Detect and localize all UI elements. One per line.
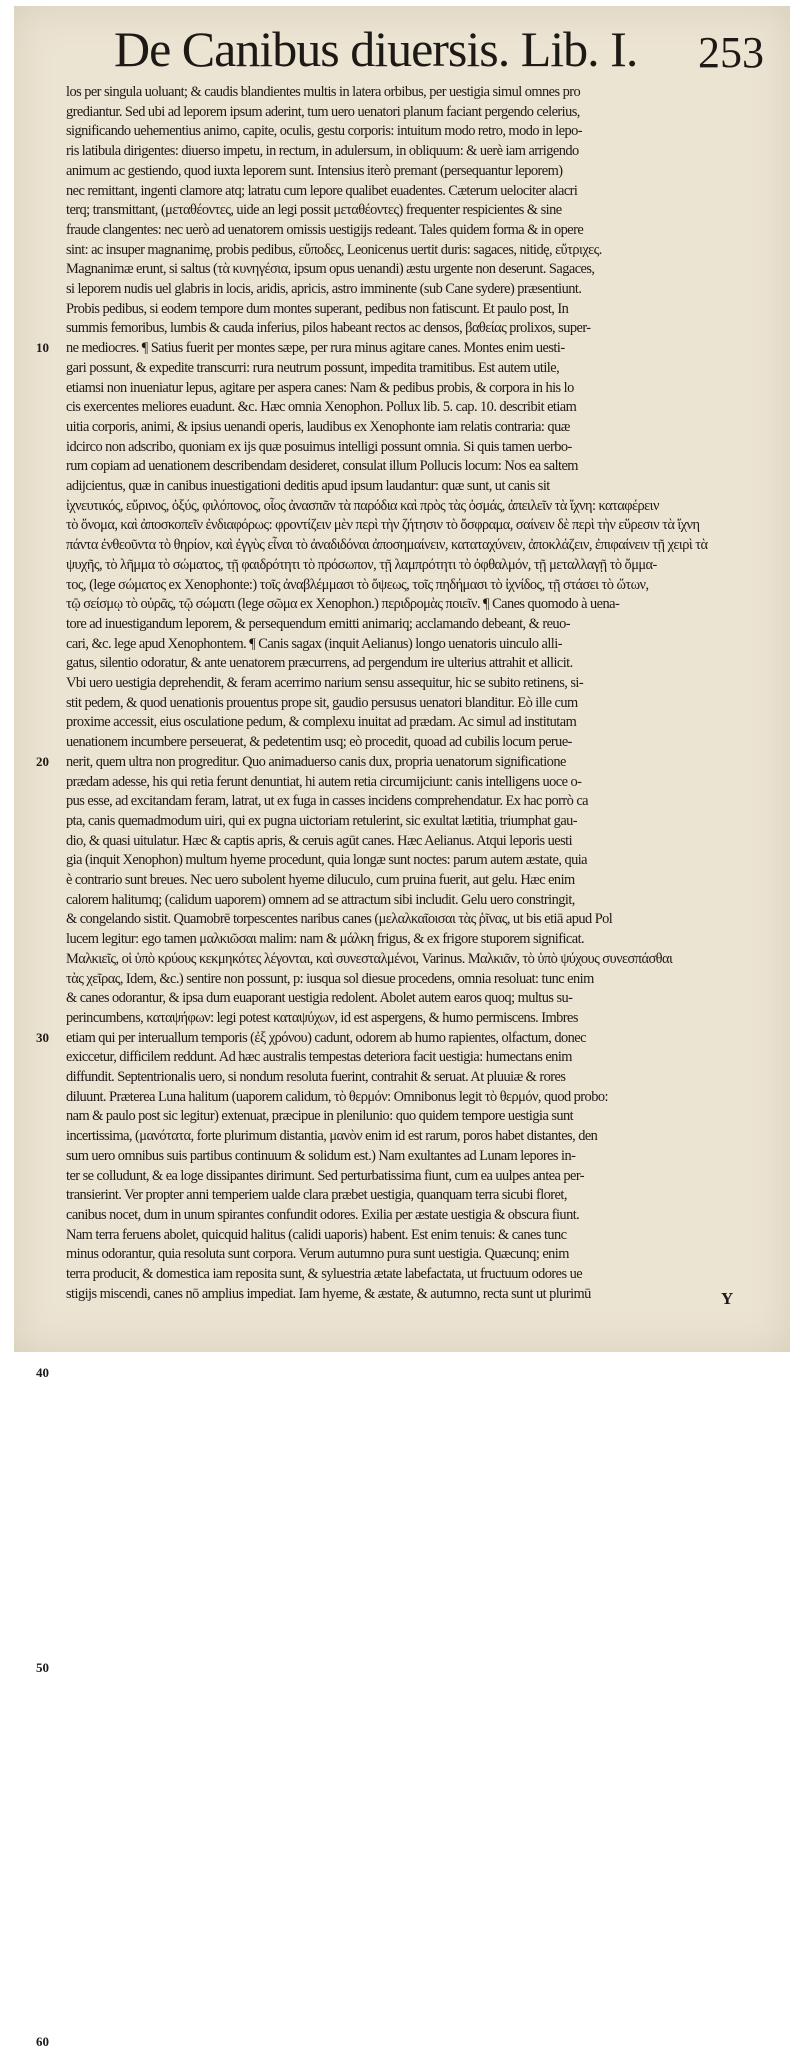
text-line: cari, &c. lege apud Xenophontem. ¶ Canis sagax (inquit Aelianus) longo uenatoris uinculo alli- (66, 635, 562, 652)
text-line: Μαλκιεῖς, οἱ ὑπὸ κρύους κεκμηκότες λέγονται, καὶ συνεσταλμένοι, Varinus. Μαλκιᾶν, τὸ ὑπὸ ψύχους συνεσπάσθαι (66, 950, 673, 967)
text-line: Probis pedibus, si eodem tempore dum montes superant, pedibus non fatiscunt. Et paulo post, In (66, 300, 569, 317)
text-line: prædam adesse, his qui retia ferunt denuntiat, hi autem retia circumijciunt: canis intelligens uoce o- (66, 773, 582, 790)
line-number: 30 (36, 1029, 49, 1045)
text-line: adijcientus, quæ in canibus inuestigationi deditis apud ipsum laudantur: quæ sunt, ut canis sit (66, 478, 550, 494)
text-line: nam & paulo post sic legitur) extenuat, præcipue in plenilunio: quo quidem tempore uestigia sunt (66, 1108, 574, 1125)
running-title: De Canibus diuersis. Lib. I. (114, 21, 638, 77)
text-line: ne mediocres. ¶ Satius fuerit per montes sæpe, per rura minus agitare canes. Montes enim uesti- (66, 340, 565, 357)
text-line: si leporem nudis uel glabris in locis, aridis, apricis, astro imminente (sub Cane sydere) præsentiunt. (66, 281, 582, 297)
text-line: gari possunt, & expedite transcurri: rura neutrum possunt, impedita tramitibus. Est autem utile, (66, 359, 560, 376)
text-line: incertissima, (μανότατα, forte plurimum distantia, μανὸν enim id est rarum, poros habet distantes, den (66, 1128, 598, 1145)
text-line: canibus nocet, dum in unum spirantes confundit odores. Exilia per æstate uestigia & obscura fiunt. (66, 1206, 580, 1223)
text-line: grediantur. Sed ubi ad leporem ipsum aderint, tum uero uenatori planum faciant pergendo celerius, (66, 103, 580, 120)
line-number: 10 (36, 340, 49, 356)
text-line: τὰς χεῖρας, Idem, &c.) sentire non possunt, p: iusqua sol diesue procedens, omnia resoluat: tunc enim (66, 970, 594, 987)
text-line: calorem halitumq; (calidum uaporem) omnem ad se attractum sibi includit. Gelu uero constringit, (66, 891, 575, 908)
text-body (66, 82, 756, 1302)
text-line: stit pedem, & quod uenationis prouentus prope sit, gaudio persusus uenatori blanditur. Eò ille cum (66, 694, 578, 711)
text-line: τος, (lege σώματος ex Xenophonte:) τοῖς ἀναβλέμμασι τὸ ὄψεως, τοῖς πηδήμασι τὸ ἰχνίδος, τῇ στάσει τὸ ὤτων, (66, 576, 649, 593)
text-line: proxime accessit, eius osculatione pedum, & complexu inuitat ad prædam. Ac simul ad institutam (66, 714, 577, 731)
text-line: terq; transmittant, (μεταθέοντες, uide an legi possit μεταθέοντες) frequenter respicientes & sine (66, 202, 562, 219)
text-line: lucem legitur: ego tamen μαλκιῶσαι malim: nam & μάλκη frigus, & ex frigore stuporem significat. (66, 931, 585, 948)
text-line: & canes odorantur, & ipsa dum euaporant uestigia redolent. Abolet autem earos quoq; multus su- (66, 990, 573, 1007)
line-number: 60 (36, 2034, 49, 2050)
text-line: significando uehementius animo, capite, oculis, gestu corporis: intuitum modo retro, modo in lepo- (66, 123, 583, 140)
text-line: nec remittant, ingenti clamore atq; latratu cum lepore qualibet euadentes. Cæterum uelociter alacri (66, 182, 578, 199)
signature-mark: Y (721, 1289, 734, 1308)
text-line: etiam qui per interuallum temporis (ἐξ χρόνου) cadunt, odorem ab humo rapientes, olfactum, donec (66, 1029, 586, 1046)
text-line: idcirco non adscribo, quoniam ex ijs quæ posuimus intelligi possunt omnia. Si quis tamen uerbo- (66, 438, 572, 455)
text-line: exiccetur, difficilem reddunt. Ad hæc australis tempestas deteriora facit uestigia: humectans enim (66, 1049, 572, 1066)
text-line: Vbi uero uestigia deprehendit, & feram acerrimo narium sensu assequitur, hic se subito retinens, si- (66, 675, 584, 691)
text-line: perincumbens, καταψήφων: legi potest καταψύχων, id est aspergens, & humo permiscens. Imbres (66, 1009, 578, 1026)
text-line: tore ad inuestigandum leporem, & persequendum emitti animariq; acclamando debeant, & reuo- (66, 615, 570, 632)
text-line: uitia corporis, animi, & ipsius uenandi operis, laudibus ex Xenophonte iam relatis contraria: quæ (66, 418, 570, 435)
text-line: pus esse, ad excitandam feram, latrat, ut ex fuga in casses incidens comprehendatur. Ex hac porrò ca (66, 793, 589, 810)
text-line: stigijs miscendi, canes nō amplius impediat. Iam hyeme, & æstate, & autumno, recta sunt ut plurimū (66, 1285, 591, 1302)
text-line: sint: ac insuper magnanimę, probis pedibus, εὔποδες, Leonicenus uertit duris: sagaces, nitidę, εὔτριχες. (66, 241, 602, 258)
text-line: rum copiam ad uenationem describendam desideret, consulat illum Pollucis locum: Nos ea saltem (66, 458, 578, 475)
text-line: è contrario sunt breues. Nec uero subolent hyeme diluculo, cum pruina fuerit, aut gelu. Hæc enim (66, 872, 575, 888)
book-page (14, 6, 790, 2050)
text-line: sum uero omnibus suis partibus continuum & solidum est.) Nam exultantes ad Lunam lepores in- (66, 1147, 576, 1164)
text-line: pta, canis quemadmodum uiri, qui ex pugna uictoriam retulerint, sic exultat lætitia, triumphat gau- (66, 812, 578, 829)
running-head (114, 16, 774, 82)
text-line: los per singula uoluant; & caudis blandientes multis in latera orbibus, per uestigia simul omnes pro (66, 84, 581, 100)
text-line: etiamsi non inueniatur lepus, agitare per aspera canes: Nam & pedibus probis, & corpora in his lo (66, 379, 574, 396)
text-line: πάντα ἐνθεοῦντα τὸ θηρίον, καὶ ἐγγὺς εἶναι τὸ ἀναδιδόναι ἀποσημαίνειν, καταταχύνειν, ἀποκλάζειν, ἐπιφαίνειν τῇ χειρὶ τὰ (66, 537, 708, 554)
text-line: animum ac gestiendo, quod iuxta leporem sunt. Intensius iterò premant (persequantur leporem) (66, 162, 563, 179)
text-line: terra producit, & domestica iam reposita sunt, & syluestria ætate labefactata, ut fructuum odores ue (66, 1266, 583, 1282)
text-line: dio, & quasi uitulatur. Hæc & captis apris, & ceruis agūt canes. Hæc Aelianus. Atqui leporis uesti (66, 832, 573, 849)
text-line: cis exercentes meliores euadunt. &c. Hæc omnia Xenophon. Pollux lib. 5. cap. 10. describit etiam (66, 399, 577, 416)
line-number: 50 (36, 1660, 49, 1675)
text-line: ψυχῆς, τὸ λῆμμα τὸ σώματος, τῇ φαιδρότητι τὸ πρόσωπον, τῇ λαμπρότητι τὸ ὀφθαλμόν, τῇ μεταλλαγῇ τὸ ὄμμα- (66, 556, 657, 573)
text-line: uenationem incumbere perseuerat, & pedetentim usq; eò procedit, quoad ad cubilis locum perue- (66, 734, 572, 751)
text-line: τῷ σείσμῳ τὸ οὐρᾶς, τῷ σώματι (lege σῶμα ex Xenophon.) περιδρομὰς ποιεῖν. ¶ Canes quomodo à uena- (66, 596, 620, 613)
text-line: gatus, silentio odoratur, & ante uenatorem præcurrens, ad pergendum ire ulterius attrahit et allicit. (66, 655, 573, 672)
text-line: & congelando sistit. Quamobrē torpescentes naribus canes (μελαλκαῖοισαι τὰς ῥῖνας, ut bis etiā apud Pol (66, 911, 613, 928)
text-line: diffundit. Septentrionalis uero, si nondum resoluta fuerint, contrahit & seruat. At pluuiæ & rores (66, 1069, 566, 1085)
text-line: ris latibula dirigentes: diuerso impetu, in rectum, in adulersum, in obliquum: & uerè iam arrigendo (66, 143, 579, 160)
line-number: 40 (36, 1364, 49, 1380)
text-line: gia (inquit Xenophon) multum hyeme procedunt, quia longæ sunt noctes: parum autem æstate, quia (66, 852, 588, 869)
text-line: diluunt. Præterea Luna halitum (uaporem calidum, τὸ θερμόν: Omnibonus legit τὸ θερμόν, quod probo: (66, 1088, 608, 1105)
text-line: ter se colludunt, & ea loge dissipantes dirimunt. Sed perturbatissima fiunt, cum ea uulpes antea per- (66, 1167, 585, 1184)
text-line: ἰχνευτικός, εὔρινος, ὀξύς, φιλόπονος, οἷος ἀνασπᾶν τὰ παρόδια καὶ πρὸς τὰς ὀσμάς, ἀπειλεῖν τὰ ἴχνη: καταφέρειν (66, 497, 659, 514)
text-line: summis femoribus, lumbis & cauda inferius, pilos habeant rectos ac densos, βαθείας prolixos, super- (66, 320, 591, 337)
page-number: 253 (698, 28, 764, 77)
text-line: nerit, quem ultra non progreditur. Quo animaduerso canis dux, propria uenatorum significatione (66, 753, 566, 770)
text-line: Nam terra feruens abolet, quicquid halitus (calidi uaporis) habent. Est enim tenuis: & canes tunc (66, 1226, 567, 1243)
text-line: τὸ ὄνομα, καὶ ἀποσκοπεῖν ἐνδιαφόρως: φροντίζειν μὲν περὶ τὴν ζήτησιν τὸ ὄσφραμα, σαίνειν δὲ περὶ τὴν εὕρεσιν τὰ ἴχνη (66, 517, 700, 534)
text-line: transierint. Ver propter anni temperiem ualde clara præbet uestigia, quanquam terra sicubi floret, (66, 1187, 567, 1204)
text-line: Magnanimæ erunt, si saltus (τὰ κυνηγέσια, ipsum opus uenandi) æstu urgente non deserunt. Sagaces, (66, 261, 595, 278)
line-number: 20 (36, 753, 49, 769)
text-line: fraude clangentes: nec uerò ad uenatorem omissis uestigijs redeant. Tales quidem forma & in opere (66, 221, 584, 238)
text-line: minus odorantur, quia resoluta sunt corpora. Verum autumno pura sunt uestigia. Quæcunq; enim (66, 1246, 569, 1263)
